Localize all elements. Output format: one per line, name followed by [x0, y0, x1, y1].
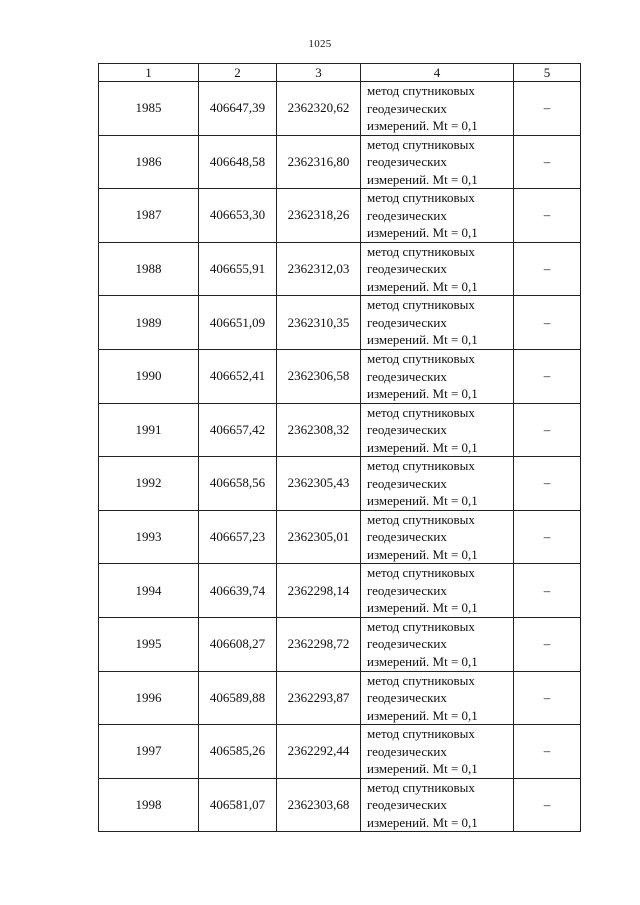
header-col-4: 4 — [361, 64, 514, 82]
header-col-1: 1 — [99, 64, 199, 82]
method-cell — [361, 564, 514, 618]
table-row — [99, 457, 581, 511]
method-line: измерений. Mt = 0,1 — [367, 493, 478, 509]
point-number-cell: 1995 — [99, 617, 199, 671]
coordinate-x-cell: 406585,26 — [199, 725, 277, 779]
table-row — [99, 564, 581, 618]
method-line: измерений. Mt = 0,1 — [367, 386, 478, 402]
coordinate-x-cell: 406651,09 — [199, 296, 277, 350]
point-number-cell: 1990 — [99, 349, 199, 403]
table-row — [99, 135, 581, 189]
coordinate-x-cell: 406647,39 — [199, 82, 277, 136]
coordinate-x-cell: 406653,30 — [199, 189, 277, 243]
method-cell — [361, 778, 514, 832]
note-cell: – — [514, 82, 581, 136]
coordinates-table — [98, 63, 581, 832]
method-line: геодезических — [367, 636, 447, 652]
note-cell: – — [514, 564, 581, 618]
coordinate-y-cell: 2362298,14 — [277, 564, 361, 618]
method-line: геодезических — [367, 529, 447, 545]
method-cell — [361, 349, 514, 403]
method-line: измерений. Mt = 0,1 — [367, 439, 478, 455]
method-cell — [361, 135, 514, 189]
method-line: геодезических — [367, 475, 447, 491]
method-line: геодезических — [367, 261, 447, 277]
method-line: измерений. Mt = 0,1 — [367, 332, 478, 348]
coordinate-y-cell: 2362320,62 — [277, 82, 361, 136]
method-cell — [361, 457, 514, 511]
method-line: метод спутниковых — [367, 458, 475, 474]
point-number-cell: 1988 — [99, 242, 199, 296]
note-cell: – — [514, 457, 581, 511]
method-line: геодезических — [367, 207, 447, 223]
method-line: измерений. Mt = 0,1 — [367, 707, 478, 723]
method-line: метод спутниковых — [367, 136, 475, 152]
coordinate-y-cell: 2362310,35 — [277, 296, 361, 350]
coordinate-y-cell: 2362293,87 — [277, 671, 361, 725]
method-line: геодезических — [367, 314, 447, 330]
method-line: геодезических — [367, 368, 447, 384]
method-line: метод спутниковых — [367, 190, 475, 206]
coordinate-x-cell: 406655,91 — [199, 242, 277, 296]
header-col-5: 5 — [514, 64, 581, 82]
note-cell: – — [514, 725, 581, 779]
coordinate-x-cell: 406652,41 — [199, 349, 277, 403]
coordinate-x-cell: 406589,88 — [199, 671, 277, 725]
method-line: измерений. Mt = 0,1 — [367, 600, 478, 616]
method-line: метод спутниковых — [367, 726, 475, 742]
method-line: метод спутниковых — [367, 243, 475, 259]
method-line: измерений. Mt = 0,1 — [367, 118, 478, 134]
coordinate-x-cell: 406657,23 — [199, 510, 277, 564]
coordinate-x-cell: 406608,27 — [199, 617, 277, 671]
point-number-cell: 1991 — [99, 403, 199, 457]
coordinate-y-cell: 2362305,01 — [277, 510, 361, 564]
coordinate-x-cell: 406657,42 — [199, 403, 277, 457]
note-cell: – — [514, 135, 581, 189]
coordinate-y-cell: 2362298,72 — [277, 617, 361, 671]
point-number-cell: 1987 — [99, 189, 199, 243]
method-cell — [361, 189, 514, 243]
point-number-cell: 1997 — [99, 725, 199, 779]
note-cell: – — [514, 778, 581, 832]
point-number-cell: 1996 — [99, 671, 199, 725]
method-line: метод спутниковых — [367, 672, 475, 688]
method-line: измерений. Mt = 0,1 — [367, 814, 478, 830]
coordinate-x-cell: 406639,74 — [199, 564, 277, 618]
point-number-cell: 1993 — [99, 510, 199, 564]
point-number-cell: 1986 — [99, 135, 199, 189]
method-line: метод спутниковых — [367, 511, 475, 527]
table-row — [99, 349, 581, 403]
note-cell: – — [514, 510, 581, 564]
method-line: геодезических — [367, 582, 447, 598]
coordinate-y-cell: 2362292,44 — [277, 725, 361, 779]
note-cell: – — [514, 189, 581, 243]
note-cell: – — [514, 403, 581, 457]
method-line: измерений. Mt = 0,1 — [367, 546, 478, 562]
coordinate-y-cell: 2362303,68 — [277, 778, 361, 832]
method-cell — [361, 510, 514, 564]
coordinate-x-cell: 406581,07 — [199, 778, 277, 832]
header-col-3: 3 — [277, 64, 361, 82]
point-number-cell: 1992 — [99, 457, 199, 511]
method-line: измерений. Mt = 0,1 — [367, 653, 478, 669]
method-line: измерений. Mt = 0,1 — [367, 761, 478, 777]
point-number-cell: 1994 — [99, 564, 199, 618]
coordinate-x-cell: 406648,58 — [199, 135, 277, 189]
page-number: 1025 — [308, 38, 332, 50]
coordinate-y-cell: 2362306,58 — [277, 349, 361, 403]
method-line: метод спутниковых — [367, 404, 475, 420]
method-line: геодезических — [367, 422, 447, 438]
table-row — [99, 403, 581, 457]
method-line: геодезических — [367, 797, 447, 813]
table-row — [99, 725, 581, 779]
point-number-cell: 1998 — [99, 778, 199, 832]
method-line: метод спутниковых — [367, 297, 475, 313]
table-row — [99, 671, 581, 725]
method-line: метод спутниковых — [367, 779, 475, 795]
note-cell: – — [514, 242, 581, 296]
method-cell — [361, 671, 514, 725]
table-row — [99, 189, 581, 243]
method-line: геодезических — [367, 154, 447, 170]
point-number-cell: 1985 — [99, 82, 199, 136]
table-row — [99, 82, 581, 136]
method-line: измерений. Mt = 0,1 — [367, 225, 478, 241]
method-line: геодезических — [367, 690, 447, 706]
method-cell — [361, 617, 514, 671]
method-cell — [361, 725, 514, 779]
coordinate-y-cell: 2362308,32 — [277, 403, 361, 457]
method-line: метод спутниковых — [367, 83, 475, 99]
table-row — [99, 296, 581, 350]
method-cell — [361, 242, 514, 296]
table-row — [99, 617, 581, 671]
note-cell: – — [514, 349, 581, 403]
point-number-cell: 1989 — [99, 296, 199, 350]
method-line: измерений. Mt = 0,1 — [367, 278, 478, 294]
table-row — [99, 778, 581, 832]
coordinate-y-cell: 2362318,26 — [277, 189, 361, 243]
table-body — [99, 82, 581, 832]
method-cell — [361, 403, 514, 457]
header-row — [99, 64, 581, 82]
coordinate-y-cell: 2362316,80 — [277, 135, 361, 189]
note-cell: – — [514, 671, 581, 725]
coordinate-y-cell: 2362305,43 — [277, 457, 361, 511]
method-cell — [361, 296, 514, 350]
coordinate-y-cell: 2362312,03 — [277, 242, 361, 296]
coordinate-x-cell: 406658,56 — [199, 457, 277, 511]
method-line: метод спутниковых — [367, 565, 475, 581]
method-line: метод спутниковых — [367, 351, 475, 367]
note-cell: – — [514, 617, 581, 671]
method-cell — [361, 82, 514, 136]
method-line: геодезических — [367, 100, 447, 116]
method-line: геодезических — [367, 743, 447, 759]
header-col-2: 2 — [199, 64, 277, 82]
table-row — [99, 510, 581, 564]
method-line: метод спутниковых — [367, 618, 475, 634]
table-row — [99, 242, 581, 296]
method-line: измерений. Mt = 0,1 — [367, 171, 478, 187]
note-cell: – — [514, 296, 581, 350]
